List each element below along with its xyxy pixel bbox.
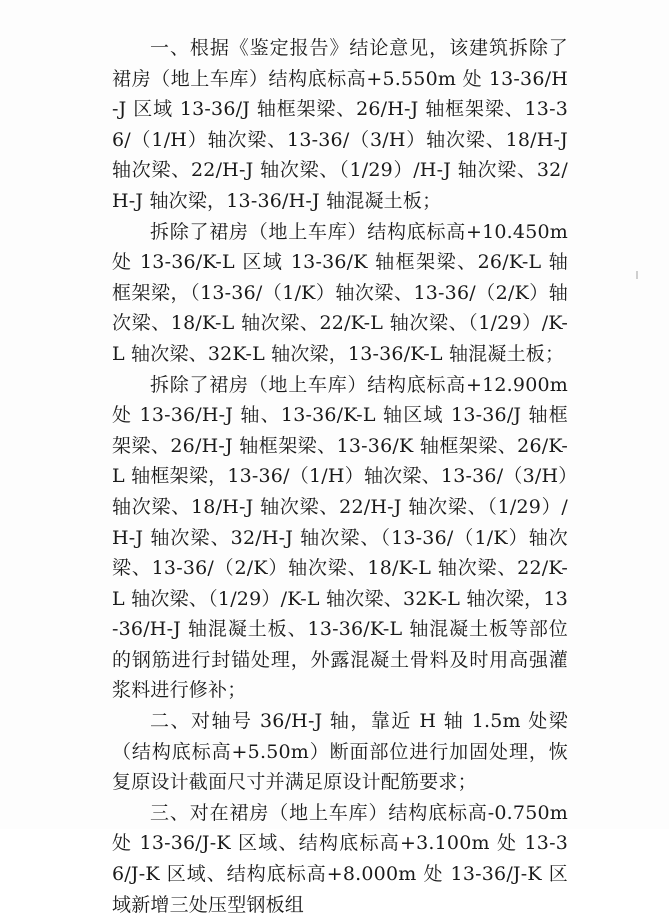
paragraph-new-steel-deck: 三、对在裙房（地上车库）结构底标高-0.750m 处 13-36/J-K 区域、结构底标高+3.100m 处 13-36/J-K 区域、结构底标高+8.000m 处 13-36/J-K 区域新增三处压型钢板组 — [112, 801, 568, 916]
document-body — [112, 33, 568, 920]
scan-speck — [636, 271, 638, 279]
paragraph-reinforcement: 二、对轴号 36/H-J 轴，靠近 H 轴 1.5m 处梁（结构底标高+5.50m）断面部位进行加固处理，恢复原设计截面尺寸并满足原设计配筋要求； — [112, 710, 568, 794]
paragraph-demolition-12900: 拆除了裙房（地上车库）结构底标高+12.900m 处 13-36/H-J 轴、13-36/K-L 轴区域 13-36/J 轴框架梁、26/H-J 轴框架梁、13-36/K 轴框架梁、26/K-L 轴框架梁，13-36/（1/H）轴次梁、13-36/（3/H）轴次梁、18/H-J 轴次梁、22/H-J 轴次梁、（1/29）/H-J 轴次梁、32/H-J 轴次梁、（13-36/（1/K）轴次梁、13-36/（2/K）轴次梁、18/K-L 轴次梁、22/K-L 轴次梁、（1/29）/K-L 轴次梁、32K-L 轴次梁，13-36/H-J 轴混凝土板、13-36/K-L 轴混凝土板等部位的钢筋进行封锚处理，外露混凝土骨料及时用高强灌浆料进行修补； — [112, 373, 568, 702]
paragraph-demolition-10450: 拆除了裙房（地上车库）结构底标高+10.450m 处 13-36/K-L 区域 13-36/K 轴框架梁、26/K-L 轴框架梁，（13-36/（1/K）轴次梁、13-36/（2/K）轴次梁、18/K-L 轴次梁、22/K-L 轴次梁、（1/29）/K-L 轴次梁、32K-L 轴次梁，13-36/K-L 轴混凝土板； — [112, 220, 568, 365]
paragraph-demolition-5550: 一、根据《鉴定报告》结论意见，该建筑拆除了裙房（地上车库）结构底标高+5.550m 处 13-36/H-J 区域 13-36/J 轴框架梁、26/H-J 轴框架梁、13-36/（1/H）轴次梁、13-36/（3/H）轴次梁、18/H-J 轴次梁、22/H-J 轴次梁、（1/29）/H-J 轴次梁、32/H-J 轴次梁，13-36/H-J 轴混凝土板； — [112, 37, 568, 212]
